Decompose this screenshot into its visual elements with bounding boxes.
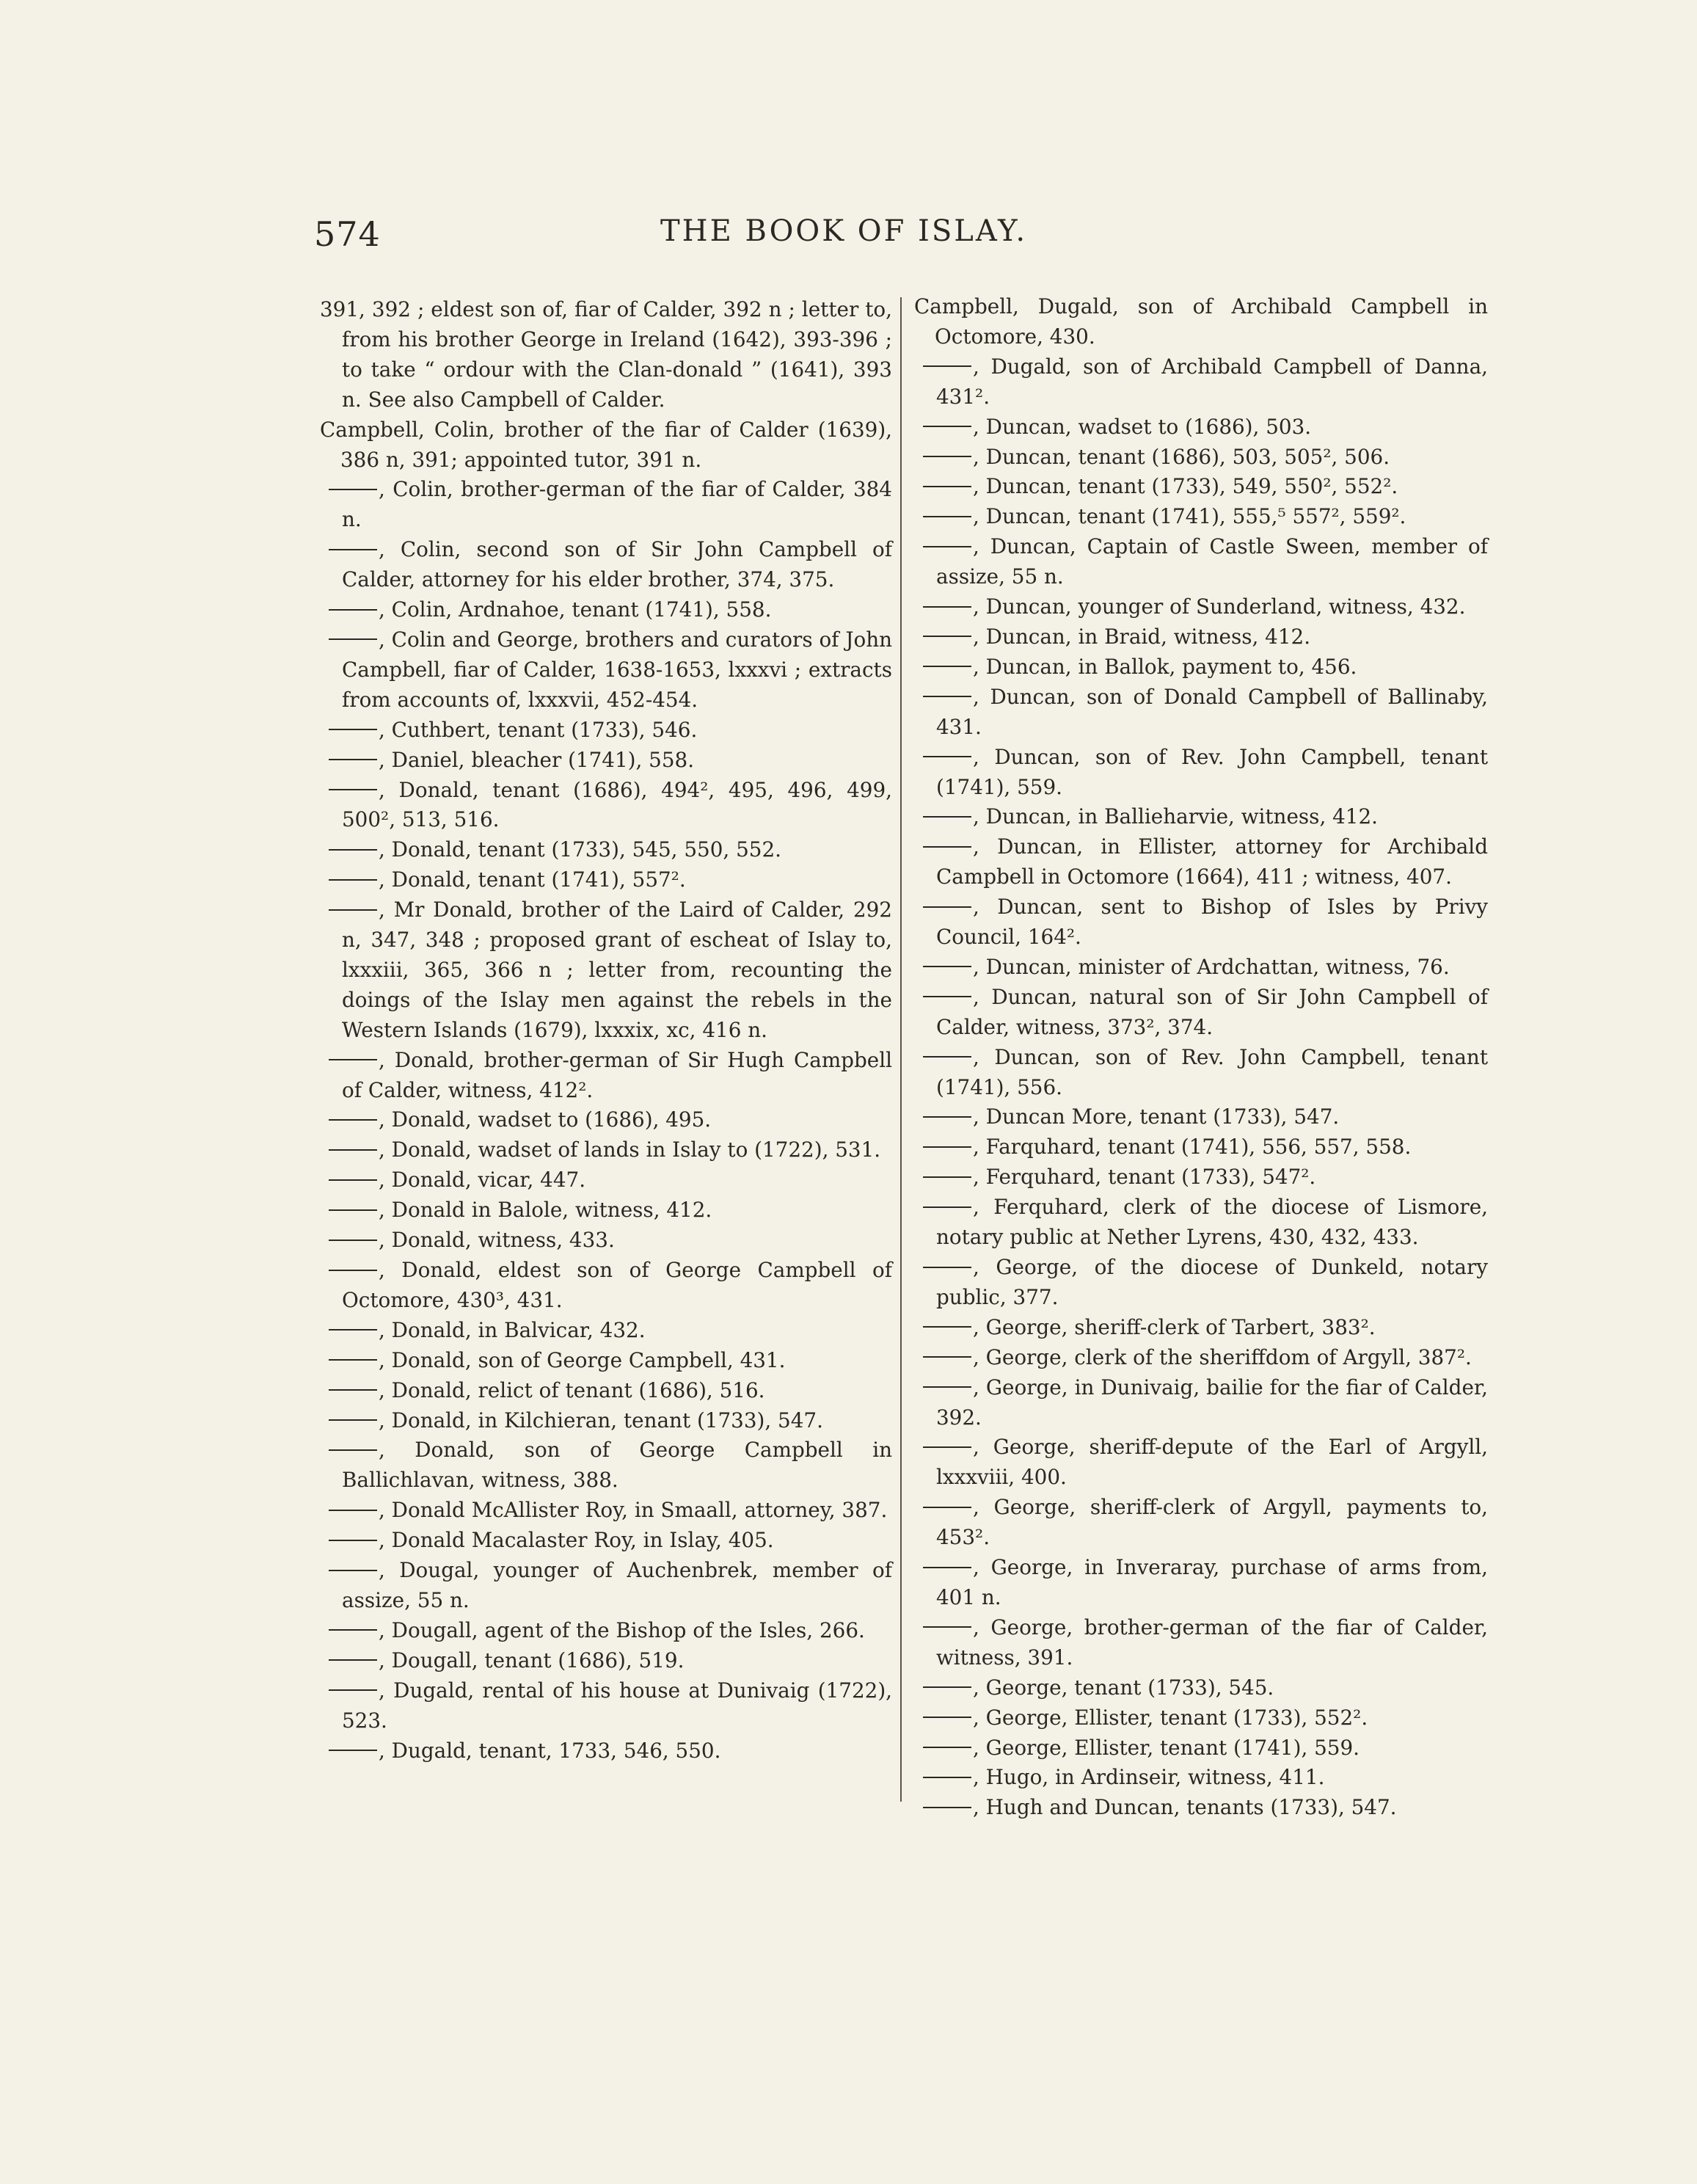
ditto-dash [923,456,971,457]
index-entry-text: , Mr Donald, brother of the Laird of Calder, 292 n, 347, 348 ; proposed grant of escheat of Islay to, lxxxiii, 365, 366 n ; letter from, recounting the doings of the Islay men against the rebels in the Western Islands (1679), lxxxix, xc, 416 n. [342,898,892,1042]
index-entry-text: , Colin, Ardnahoe, tenant (1741), 558. [379,597,772,622]
index-entry-text: , Daniel, bleacher (1741), 558. [379,747,695,772]
index-entry [320,475,892,535]
index-entry [914,472,1488,502]
index-entry [320,415,892,476]
index-entry [914,743,1488,803]
ditto-dash [329,1270,377,1271]
page-number: 574 [314,214,381,254]
index-entry [320,1256,892,1316]
index-entry [914,1733,1488,1763]
index-entry-text: Campbell, Colin, brother of the fiar of Calder (1639), 386 n, 391; appointed tutor, 391 n. [320,417,892,472]
index-entry-text: 391, 392 ; eldest son of, fiar of Calder, 392 n ; letter to, from his brother George in Ireland (1642), 393-396 ; to take “ ordour with the Clan-donald ” (1641), 393 n. See also Campbell of Calder. [320,297,892,412]
index-entry [320,535,892,595]
ditto-dash [329,759,377,760]
index-entry-text: , Duncan, son of Rev. John Campbell, tenant (1741), 556. [936,1044,1488,1099]
ditto-dash [923,1686,971,1688]
index-entry-text: , Duncan, tenant (1686), 503, 505², 506. [973,444,1390,469]
index-entry [914,592,1488,622]
index-entry [914,1763,1488,1793]
ditto-dash [329,1449,377,1451]
index-entry [914,1043,1488,1103]
ditto-dash [329,609,377,611]
index-column-left [320,295,892,1766]
index-entry-text: , Farquhard, tenant (1741), 556, 557, 558. [973,1135,1412,1160]
ditto-dash [923,756,971,757]
index-entry [320,1676,892,1736]
ditto-dash [923,1326,971,1328]
ditto-dash [329,1329,377,1331]
index-entry-text: , George, in Inveraray, purchase of arms from, 401 n. [936,1555,1488,1609]
index-entry-text: , Duncan, minister of Ardchattan, witness, 76. [973,954,1450,979]
ditto-dash [329,1209,377,1211]
ditto-dash [329,1179,377,1181]
index-entry-text: , Donald McAllister Roy, in Smaall, attorney, 387. [379,1498,888,1523]
index-column-right [914,292,1488,1823]
index-entry [914,1132,1488,1162]
index-entry-text: , George, tenant (1733), 545. [973,1675,1274,1700]
index-entry [914,953,1488,983]
index-entry [320,1346,892,1376]
ditto-dash [329,638,377,640]
index-entry-text: , Donald Macalaster Roy, in Islay, 405. [379,1528,774,1553]
index-entry-text: , Donald, vicar, 447. [379,1168,586,1193]
index-entry [914,532,1488,592]
ditto-dash [329,1540,377,1541]
ditto-dash [923,1356,971,1358]
index-entry [320,1135,892,1165]
index-entry-text: , Colin, brother-german of the fiar of Calder, 384 n. [342,477,892,532]
ditto-dash [923,906,971,908]
index-entry [320,1616,892,1646]
index-entry-text: , Dougall, agent of the Bishop of the Isles, 266. [379,1617,865,1642]
index-entry-text: , Donald, tenant (1741), 557². [379,867,686,892]
index-entry [914,292,1488,352]
ditto-dash [329,1240,377,1241]
ditto-dash [923,1567,971,1568]
index-entry-text: , Donald in Balole, witness, 412. [379,1198,712,1223]
index-entry [320,625,892,716]
ditto-dash [329,1359,377,1361]
index-entry [914,1373,1488,1433]
index-entry [914,1102,1488,1132]
ditto-dash [329,1149,377,1151]
ditto-dash [329,1119,377,1121]
index-entry [320,1406,892,1436]
index-entry [914,1313,1488,1343]
index-entry [914,1703,1488,1733]
ditto-dash [923,1056,971,1058]
index-entry-text: , George, sheriff-clerk of Tarbert, 383². [973,1314,1376,1339]
ditto-dash [329,1059,377,1060]
ditto-dash [329,1629,377,1631]
index-entry-text: , Duncan, natural son of Sir John Campbell of Calder, witness, 373², 374. [936,984,1488,1039]
ditto-dash [329,1389,377,1391]
ditto-dash [923,996,971,997]
index-entry [320,746,892,776]
index-entry-text: , Ferquhard, tenant (1733), 547². [973,1165,1316,1190]
index-entry [320,1526,892,1556]
index-entry-text: , Hugh and Duncan, tenants (1733), 547. [973,1795,1397,1820]
ditto-dash [923,1206,971,1208]
index-entry-text: , Donald, eldest son of George Campbell of Octomore, 430³, 431. [342,1258,892,1312]
ditto-dash [923,1507,971,1508]
index-entry [320,1496,892,1526]
index-entry [320,1165,892,1195]
ditto-dash [923,606,971,608]
index-entry-text: , Dugald, son of Archibald Campbell of Danna, 431². [936,354,1488,409]
ditto-dash [923,365,971,367]
index-entry-text: , Duncan, younger of Sunderland, witness, 432. [973,594,1466,619]
index-entry-text: , Duncan More, tenant (1733), 547. [973,1104,1340,1129]
index-entry [914,502,1488,532]
ditto-dash [923,516,971,517]
index-entry-text: , Donald, wadset to (1686), 495. [379,1107,712,1132]
index-entry [320,1646,892,1676]
index-entry-text: Campbell, Dugald, son of Archibald Campbell in Octomore, 430. [914,294,1488,349]
index-entry [914,983,1488,1043]
index-entry-text: , Donald, relict of tenant (1686), 516. [379,1377,765,1402]
index-entry [914,1793,1488,1823]
ditto-dash [923,1116,971,1118]
index-entry [914,1193,1488,1253]
index-entry-text: , George, in Dunivaig, bailie for the fiar of Calder, 392. [936,1375,1488,1430]
index-entry-text: , Duncan, in Ballok, payment to, 456. [973,654,1357,679]
index-entry-text: , George, clerk of the sheriffdom of Argyll, 387². [973,1344,1472,1369]
index-entry [320,865,892,895]
index-entry-text: , Duncan, son of Donald Campbell of Ballinaby, 431. [936,684,1488,739]
index-entry-text: , George, brother-german of the fiar of Calder, witness, 391. [936,1615,1488,1670]
index-entry-text: , Duncan, wadset to (1686), 503. [973,414,1312,439]
index-entry [320,895,892,1046]
index-entry-text: , Dugald, tenant, 1733, 546, 550. [379,1738,721,1763]
ditto-dash [329,1510,377,1511]
index-entry [320,1046,892,1106]
index-entry [914,352,1488,412]
index-entry-text: , Dougal, younger of Auchenbrek, member of assize, 55 n. [342,1558,892,1612]
ditto-dash [923,666,971,667]
ditto-dash [923,1386,971,1388]
ditto-dash [923,486,971,487]
index-entry-text: , Hugo, in Ardinseir, witness, 411. [973,1765,1325,1790]
index-entry [320,1226,892,1256]
index-entry [914,622,1488,652]
index-entry [914,1162,1488,1193]
index-entry-text: , Donald, tenant (1686), 494², 495, 496, 499, 500², 513, 516. [342,777,892,832]
index-entry-text: , Donald, witness, 433. [379,1228,615,1253]
ditto-dash [923,816,971,818]
index-entry-text: , Duncan, tenant (1741), 555,⁵ 557², 559². [973,504,1406,529]
index-entry [320,1435,892,1496]
index-entry-text: , Donald, son of George Campbell in Ballichlavan, witness, 388. [342,1438,892,1493]
ditto-dash [329,879,377,881]
index-entry [914,1253,1488,1313]
ditto-dash [329,849,377,851]
index-entry [320,1195,892,1226]
index-entry [914,1613,1488,1673]
index-entry [914,892,1488,953]
index-entry-text: , Dugald, rental of his house at Dunivaig (1722), 523. [342,1678,892,1733]
index-entry [320,295,892,415]
index-entry [914,832,1488,892]
ditto-dash [923,1176,971,1178]
ditto-dash [923,696,971,697]
index-entry-text: , Duncan, sent to Bishop of Isles by Privy Council, 164². [936,895,1488,950]
ditto-dash [923,966,971,967]
index-entry-text: , George, of the diocese of Dunkeld, notary public, 377. [936,1255,1488,1309]
column-divider [900,297,902,1802]
index-entry [914,652,1488,682]
ditto-dash [923,636,971,637]
ditto-dash [923,426,971,427]
index-entry [914,1553,1488,1613]
index-entry [320,1556,892,1616]
ditto-dash [923,846,971,848]
index-entry-text: , Duncan, in Ellister, attorney for Archibald Campbell in Octomore (1664), 411 ; witness, 407. [936,834,1488,889]
index-entry-text: , Donald, wadset of lands in Islay to (1722), 531. [379,1138,881,1162]
index-entry-text: , Colin, second son of Sir John Campbell of Calder, attorney for his elder brother, 374, 375. [342,537,892,592]
ditto-dash [923,546,971,547]
ditto-dash [329,909,377,911]
index-entry [320,1105,892,1135]
index-entry-text: , Donald, son of George Campbell, 431. [379,1347,786,1372]
index-entry-text: , Donald, in Kilchieran, tenant (1733), 547. [379,1408,823,1433]
index-entry [914,1343,1488,1373]
index-entry-text: , Cuthbert, tenant (1733), 546. [379,717,698,742]
ditto-dash [923,1717,971,1718]
index-entry-text: , George, Ellister, tenant (1733), 552². [973,1705,1368,1730]
index-entry-text: , Donald, in Balvicar, 432. [379,1317,646,1342]
index-entry-text: , George, Ellister, tenant (1741), 559. [973,1735,1360,1760]
ditto-dash [329,1750,377,1751]
index-entry [914,1433,1488,1493]
ditto-dash [923,1807,971,1808]
index-entry [914,412,1488,443]
ditto-dash [923,1777,971,1778]
index-entry-text: , George, sheriff-depute of the Earl of Argyll, lxxxviii, 400. [936,1435,1488,1490]
running-title: THE BOOK OF ISLAY. [660,214,1028,248]
index-entry-text: , Duncan, Captain of Castle Sween, member of assize, 55 n. [936,534,1488,589]
index-entry [914,1673,1488,1703]
ditto-dash [923,1146,971,1148]
ditto-dash [329,729,377,730]
index-entry [914,802,1488,832]
ditto-dash [329,549,377,550]
ditto-dash [329,789,377,790]
index-entry-text: , Dougall, tenant (1686), 519. [379,1648,685,1672]
ditto-dash [329,1689,377,1691]
index-entry [914,1493,1488,1553]
index-entry-text: , George, sheriff-clerk of Argyll, payments to, 453². [936,1495,1488,1550]
index-entry [320,776,892,836]
index-entry [320,835,892,865]
ditto-dash [329,1659,377,1661]
ditto-dash [329,489,377,490]
index-entry-text: , Colin and George, brothers and curators of John Campbell, fiar of Calder, 1638-1653, lxxxvi ; extracts from accounts of, lxxxvii, 452-454. [342,627,892,712]
ditto-dash [329,1419,377,1421]
index-entry [320,595,892,625]
ditto-dash [923,1747,971,1748]
index-entry-text: , Duncan, son of Rev. John Campbell, tenant (1741), 559. [936,744,1488,799]
index-entry-text: , Duncan, tenant (1733), 549, 550², 552². [973,474,1398,499]
index-entry [320,1316,892,1346]
index-entry-text: , Duncan, in Ballieharvie, witness, 412. [973,804,1379,829]
index-entry-text: , Ferquhard, clerk of the diocese of Lismore, notary public at Nether Lyrens, 430, 432, 433. [936,1195,1488,1250]
index-entry [914,682,1488,743]
index-entry-text: , Duncan, in Braid, witness, 412. [973,624,1311,649]
ditto-dash [923,1267,971,1268]
ditto-dash [923,1626,971,1628]
index-entry [320,716,892,746]
index-entry [320,1376,892,1406]
ditto-dash [329,1570,377,1571]
index-entry-text: , Donald, tenant (1733), 545, 550, 552. [379,837,781,862]
index-entry [320,1736,892,1766]
index-entry-text: , Donald, brother-german of Sir Hugh Campbell of Calder, witness, 412². [342,1047,892,1102]
ditto-dash [923,1446,971,1448]
index-entry [914,443,1488,473]
